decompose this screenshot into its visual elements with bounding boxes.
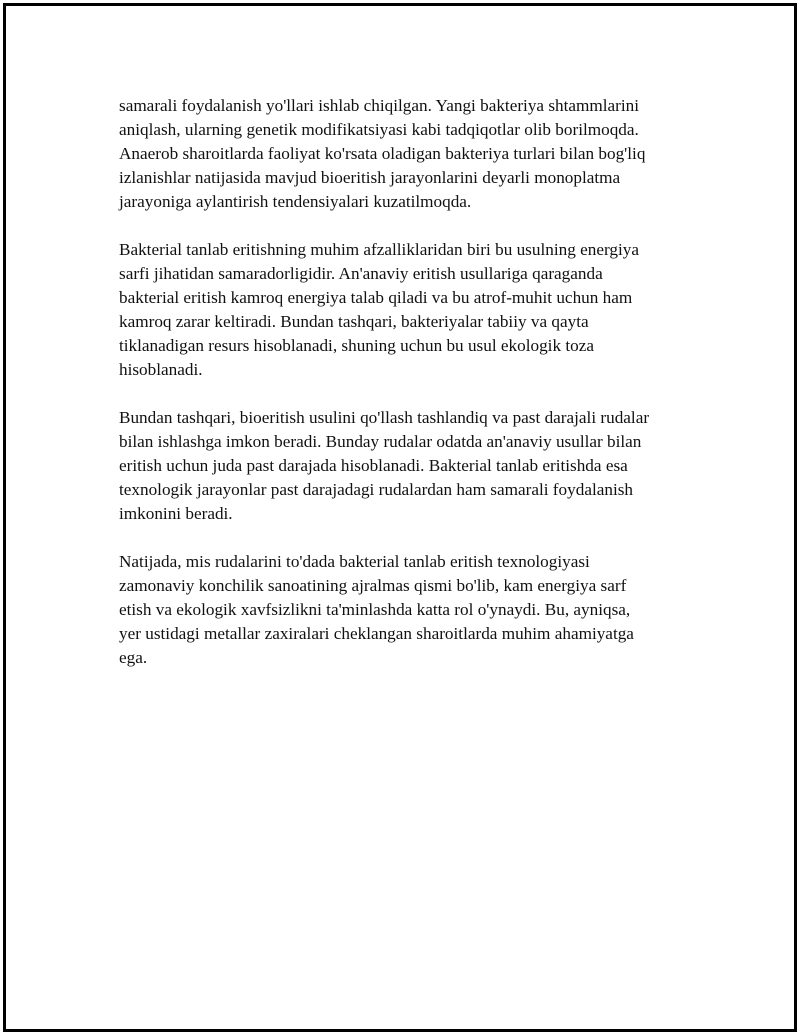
text-line: imkonini beradi. bbox=[119, 504, 233, 523]
text-line: aniqlash, ularning genetik modifikatsiyasi kabi tadqiqotlar olib borilmoqda. bbox=[119, 120, 639, 139]
page-frame bbox=[3, 3, 797, 1032]
text-line: Bakterial tanlab eritishning muhim afzalliklaridan biri bu usulning energiya bbox=[119, 240, 639, 259]
paragraph-1 bbox=[119, 94, 699, 214]
text-line: samarali foydalanish yo'llari ishlab chiqilgan. Yangi bakteriya shtammlarini bbox=[119, 96, 640, 115]
text-line: zamonaviy konchilik sanoatining ajralmas qismi bo'lib, kam energiya sarf bbox=[119, 576, 627, 595]
text-line: hisoblanadi. bbox=[119, 360, 203, 379]
text-line: eritish uchun juda past darajada hisoblanadi. Bakterial tanlab eritishda esa bbox=[119, 456, 628, 475]
text-line: yer ustidagi metallar zaxiralari cheklangan sharoitlarda muhim ahamiyatga bbox=[119, 624, 634, 643]
text-line: izlanishlar natijasida mavjud bioeritish jarayonlarini deyarli monoplatma bbox=[119, 168, 621, 187]
document-body bbox=[119, 94, 699, 694]
text-line: jarayoniga aylantirish tendensiyalari kuzatilmoqda. bbox=[119, 192, 472, 211]
text-line: Bundan tashqari, bioeritish usulini qo'llash tashlandiq va past darajali rudalar bbox=[119, 408, 650, 427]
paragraph-2 bbox=[119, 238, 699, 382]
text-line: bilan ishlashga imkon beradi. Bunday rudalar odatda an'anaviy usullar bilan bbox=[119, 432, 642, 451]
paragraph-3 bbox=[119, 406, 699, 526]
text-line: sarfi jihatidan samaradorligidir. An'anaviy eritish usullariga qaraganda bbox=[119, 264, 603, 283]
text-line: ega. bbox=[119, 648, 148, 667]
text-line: Natijada, mis rudalarini to'dada bakterial tanlab eritish texnologiyasi bbox=[119, 552, 590, 571]
text-line: bakterial eritish kamroq energiya talab qiladi va bu atrof-muhit uchun ham bbox=[119, 288, 633, 307]
paragraph-4 bbox=[119, 550, 699, 670]
text-line: Anaerob sharoitlarda faoliyat ko'rsata oladigan bakteriya turlari bilan bog'liq bbox=[119, 144, 646, 163]
text-line: texnologik jarayonlar past darajadagi rudalardan ham samarali foydalanish bbox=[119, 480, 633, 499]
text-line: tiklanadigan resurs hisoblanadi, shuning uchun bu usul ekologik toza bbox=[119, 336, 594, 355]
text-line: etish va ekologik xavfsizlikni ta'minlashda katta rol o'ynaydi. Bu, ayniqsa, bbox=[119, 600, 631, 619]
text-line: kamroq zarar keltiradi. Bundan tashqari, bakteriyalar tabiiy va qayta bbox=[119, 312, 589, 331]
